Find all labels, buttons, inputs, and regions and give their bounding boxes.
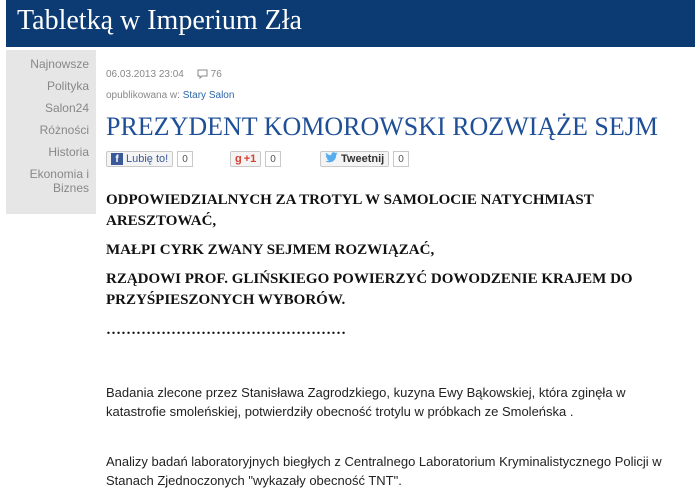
facebook-like-label: Lubię to!: [126, 153, 169, 165]
gplus-count: 0: [265, 151, 281, 167]
tweet-label: Tweetnij: [341, 153, 385, 165]
bold-line-1: ODPOWIEDZIALNYCH ZA TROTYL W SAMOLOCIE NATYCHMIAST ARESZTOWAĆ,: [106, 192, 594, 229]
comment-icon: [197, 69, 211, 80]
site-header: [6, 0, 695, 47]
facebook-like-count: 0: [177, 151, 193, 167]
twitter-widget: [320, 150, 409, 168]
facebook-icon: f: [111, 153, 123, 165]
tweet-count: 0: [393, 151, 409, 167]
post-date: 06.03.2013 23:04: [106, 69, 184, 80]
sidebar-item-polityka[interactable]: Polityka: [46, 79, 89, 93]
bold-line-2: MAŁPI CYRK ZWANY SEJMEM ROZWIĄZAĆ,: [106, 242, 435, 258]
published-in: [106, 90, 234, 101]
sidebar-item-najnowsze[interactable]: Najnowsze: [30, 57, 89, 71]
post-title[interactable]: PREZYDENT KOMOROWSKI ROZWIĄŻE SEJM: [106, 112, 659, 141]
sidebar-item-salon24[interactable]: Salon24: [44, 101, 89, 115]
comments-count[interactable]: [197, 69, 222, 80]
gplus-label: +1: [243, 153, 257, 165]
published-prefix: opublikowana w:: [106, 90, 180, 101]
sidebar-item-historia[interactable]: Historia: [48, 145, 89, 159]
comments-value: 76: [210, 69, 222, 80]
facebook-like-button[interactable]: [106, 151, 173, 167]
dotted-separator: …………………………………………: [106, 322, 346, 338]
post-meta: [106, 69, 222, 80]
twitter-bird-icon: [325, 152, 338, 166]
facebook-like-widget: [106, 150, 193, 168]
paragraph-2: Analizy badań laboratoryjnych biegłych z Centralnego Laboratorium Kryminalistycznego Policji w Stanach Zjednoczonych "wykazały obecność TNT".: [106, 454, 662, 488]
paragraph-1: Badania zlecone przez Stanisława Zagrodzkiego, kuzyna Ewy Bąkowskiej, która zginęła w katastrofie smoleńskiej, potwierdziły obecność trotylu w próbkach ze Smoleńska .: [106, 385, 626, 419]
gplus-widget: [230, 150, 281, 168]
sidebar-nav: [6, 50, 96, 214]
gplus-button[interactable]: [230, 151, 261, 167]
gplus-icon: g: [235, 153, 242, 165]
sidebar-item-ekonomia-i-biznes[interactable]: Ekonomia i Biznes: [29, 167, 89, 195]
sidebar-item-roznosci[interactable]: Różności: [39, 123, 89, 137]
bold-line-3: RZĄDOWI PROF. GLIŃSKIEGO POWIERZYĆ DOWODZENIE KRAJEM DO PRZYŚPIESZONYCH WYBORÓW.: [106, 271, 633, 308]
published-section-link[interactable]: Stary Salon: [182, 90, 235, 101]
site-title[interactable]: Tabletką w Imperium Zła: [17, 5, 302, 36]
tweet-button[interactable]: [320, 151, 389, 167]
